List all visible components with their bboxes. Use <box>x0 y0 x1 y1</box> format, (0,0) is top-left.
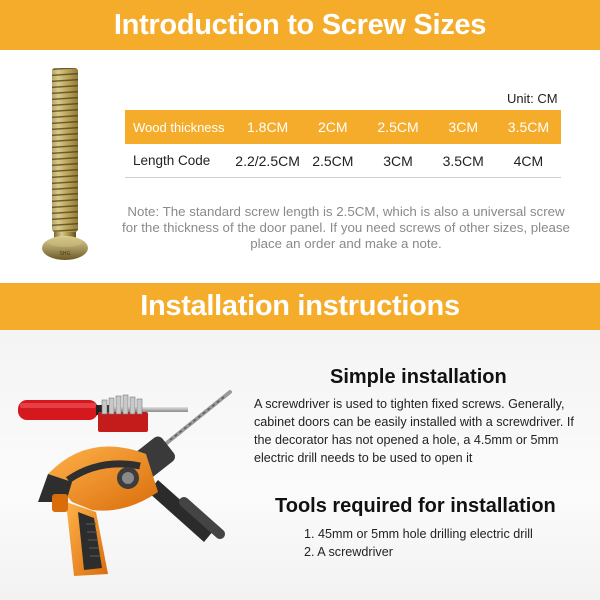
table-cell: 3.5CM <box>442 152 484 169</box>
length-code-label: Length Code <box>133 153 211 168</box>
size-note: Note: The standard screw length is 2.5CM, which is also a universal screw for the thickness of the door panel. If you need screws of other sizes, please place an order and make a note. <box>122 204 570 251</box>
installation-title: Installation instructions <box>140 290 460 322</box>
table-cell: 2.2/2.5CM <box>235 152 300 169</box>
table-cell: 3CM <box>383 152 413 169</box>
table-cell: 1.8CM <box>246 119 289 135</box>
simple-installation-heading: Simple installation <box>330 366 507 388</box>
simple-installation-text: A screwdriver is used to tighten fixed screws. Generally, cabinet doors can be easily installed with a screwdriver. If the decorator has not opened a hole, a 4.5mm or 5mm electric drill needs to be used to open it <box>254 397 574 465</box>
table-cell: 2.5CM <box>312 152 354 169</box>
table-cell: 3CM <box>448 119 478 135</box>
list-item: 2. A screwdriver <box>304 545 393 559</box>
tools-illustration <box>8 362 248 584</box>
tools-required-heading: Tools required for installation <box>275 495 556 517</box>
table-cell: 3.5CM <box>507 119 550 135</box>
table-cell: 2.5CM <box>377 119 419 135</box>
wood-thickness-row <box>125 110 561 144</box>
screw-sizes-banner <box>0 0 600 50</box>
list-item: 1. 45mm or 5mm hole drilling electric drill <box>304 527 533 541</box>
table-cell: 2CM <box>318 119 348 135</box>
screw-illustration <box>42 66 88 262</box>
installation-banner <box>0 283 600 330</box>
section-divider <box>0 274 600 283</box>
screwdriver-icon <box>18 395 188 432</box>
length-code-row <box>125 144 561 178</box>
page-title: Introduction to Screw Sizes <box>113 8 487 41</box>
table-cell: 4CM <box>513 152 544 169</box>
svg-text:SHG: SHG <box>59 251 71 257</box>
unit-label: Unit: CM <box>507 91 558 106</box>
wood-thickness-label: Wood thickness <box>133 119 225 135</box>
